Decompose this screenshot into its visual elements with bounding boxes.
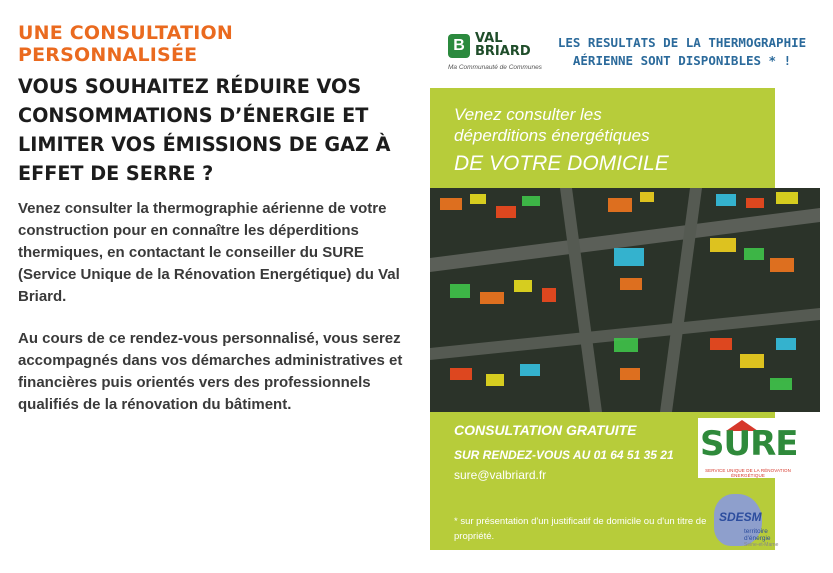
- paragraph-intro: Venez consulter la thermographie aérienne de votre construction pour en connaître les déperditions thermiques, en contactant le conseiller du SURE (Service Unique de la Rénovation Energétique) du Val Briard.: [18, 200, 400, 305]
- footnote: * sur présentation d'un justificatif de domicile ou d'un titre de propriété.: [454, 516, 707, 542]
- kicker-title: UNE CONSULTATION PERSONNALISÉE: [18, 22, 233, 66]
- sure-logo: [698, 418, 798, 478]
- banner-heading: [454, 104, 669, 180]
- consultation-info: [454, 420, 674, 484]
- territoire-line1: territoire: [744, 528, 768, 535]
- territoire-energie: [744, 528, 778, 549]
- banner-line3: DE VOTRE DOMICILE: [454, 152, 669, 175]
- banner-line1: Venez consulter les: [454, 105, 602, 124]
- territoire-line2: d'énergie: [744, 535, 771, 542]
- sdesm-logo: [714, 490, 794, 560]
- appointment-phone: SUR RENDEZ-VOUS AU 01 64 51 35 21: [454, 448, 674, 462]
- results-announcement: LES RESULTATS DE LA THERMOGRAPHIE AÉRIENNE SONT DISPONIBLES * !: [557, 35, 807, 68]
- thermal-aerial-map: [430, 188, 820, 412]
- sdesm-logo-name: SDESM: [719, 510, 762, 524]
- logo-tagline: Ma Communauté de Communes: [448, 64, 542, 71]
- contact-email: sure@valbriard.fr: [454, 468, 547, 482]
- banner-line2: déperditions énergétiques: [454, 126, 650, 145]
- sure-logo-subtitle: SERVICE UNIQUE DE LA RÉNOVATION ÉNERGÉTIQUE: [705, 468, 791, 478]
- thermography-poster: [430, 22, 820, 552]
- consultation-title: CONSULTATION GRATUITE: [454, 422, 637, 438]
- headline: VOUS SOUHAITEZ RÉDUIRE VOS CONSOMMATIONS D’ÉNERGIE ET LIMITER VOS ÉMISSIONS DE GAZ À EFFET DE SERRE ?: [18, 75, 391, 185]
- logo-line2: BRIARD: [475, 44, 531, 59]
- val-briard-logo: [448, 32, 548, 72]
- article-column: [18, 22, 408, 436]
- territoire-line3: Seine-et-Marne: [744, 542, 779, 548]
- paragraph-details: Au cours de ce rendez-vous personnalisé, vous serez accompagnés dans vos démarches administratives et financières puis orientés vers des professionnels qualifiés de la rénovation du bâtiment.: [18, 330, 403, 413]
- thermal-map-image: [430, 188, 820, 412]
- logo-mark-icon: B: [448, 34, 470, 58]
- sure-logo-word: SURE: [700, 424, 798, 464]
- logo-line1: VAL: [475, 31, 503, 46]
